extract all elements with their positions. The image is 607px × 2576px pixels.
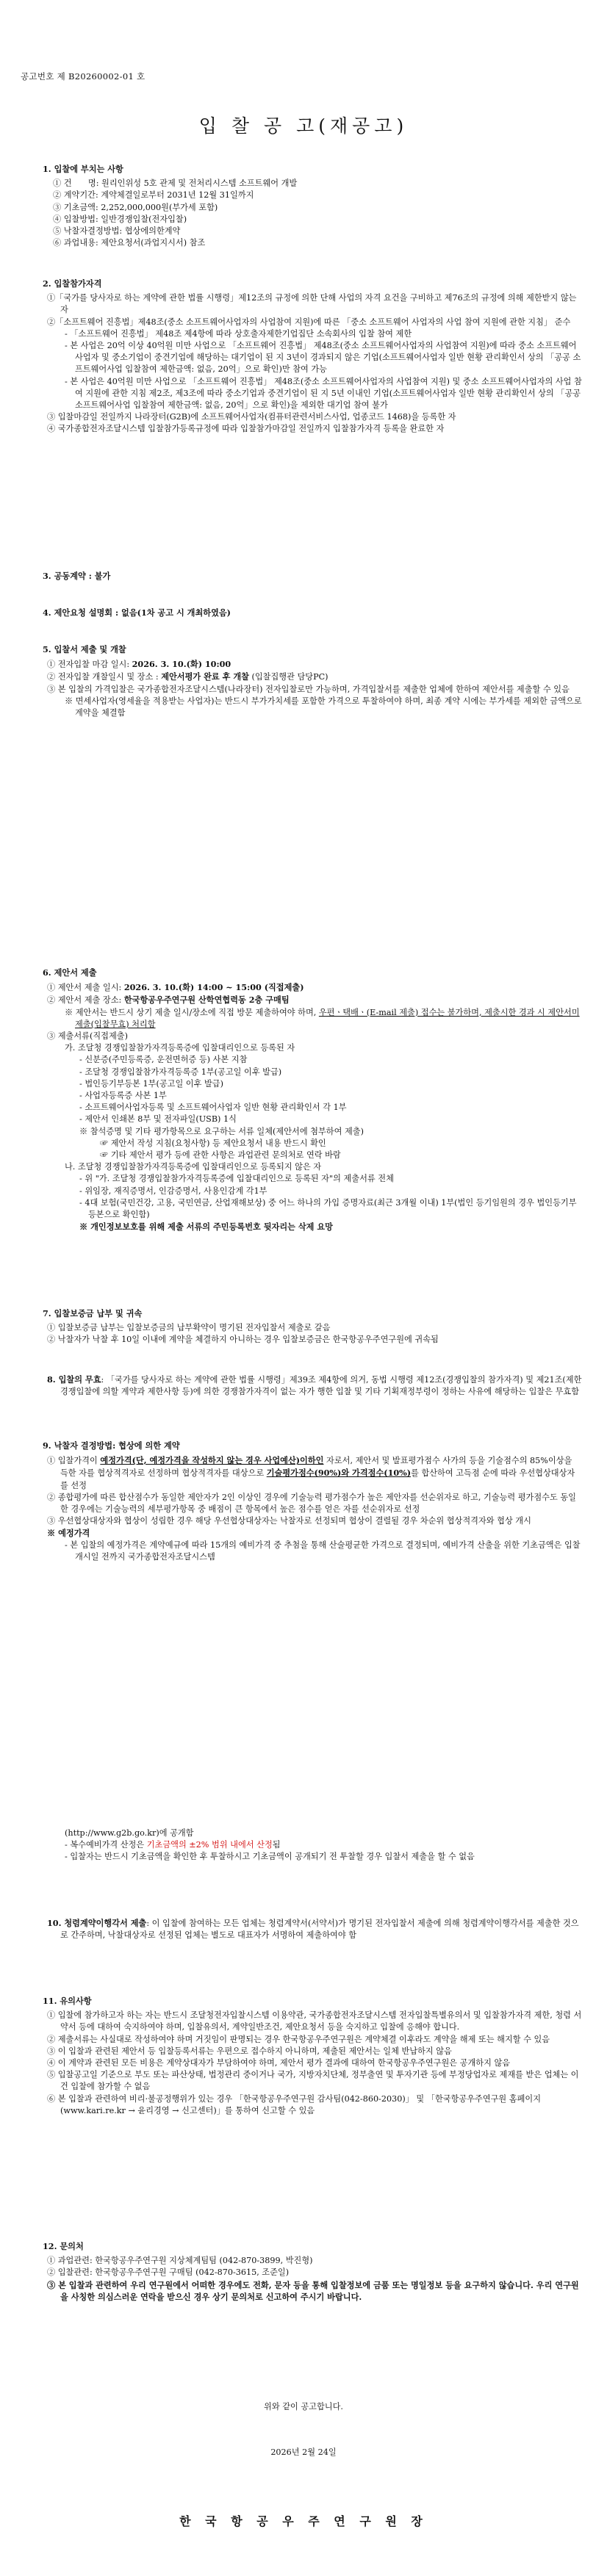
section-bid-submission (43, 643, 582, 719)
section-heading: 5. 입찰서 제출 및 개찰 (43, 644, 126, 654)
section-notes (43, 1995, 582, 2117)
price-range-text: - 복수예비가격 산정은 기초금액의 ±2% 범위 내에서 산정됨 (65, 1840, 281, 1850)
section-proposal-submission (43, 967, 582, 1233)
section-briefing (43, 607, 582, 621)
doc-note: ☞ 제안서 작성 지침(요청사항) 등 제안요청서 내용 반드시 확인 (100, 1138, 326, 1148)
integrity-text: 10. 청렴계약이행각서 제출: 이 입찰에 참여하는 모든 업체는 청렴계약서(서약서)가 명기된 전자입찰서 제출에 의해 청렴계약이행각서를 제출한 것으로 간주하며, 낙찰대상자로 선정된 업체는 별도로 대표자가 서명하여 제출하여야 함 (47, 1918, 579, 1941)
section-heading: 4. 제안요청 설명회 : 없음(1차 공고 시 개최하였음) (43, 607, 231, 618)
note-item: ⑤ 입찰공고일 기준으로 부도 또는 파산상태, 법정관리 중이거나 국가, 지방자치단체, 정부출연 및 투자기관 등에 부정당업자로 제재를 받은 업체는 이 건 입찰에 참가할 수 없음 (47, 2070, 579, 2092)
item-scope: ⑥ 과업내용: 제안요청서(과업지시서) 참조 (53, 238, 206, 248)
proposal-datetime: ① 제안서 제출 일시: 2026. 3. 10.(화) 14:00 ~ 15:00 (직접제출) (47, 982, 304, 993)
contact-item: ① 과업관련: 한국항공우주연구원 지상체계팀팀 (042-870-3899, 박진형) (47, 2256, 313, 2266)
note-item: ① 입찰에 참가하고자 하는 자는 반드시 조달청전자입찰시스템 이용약관, 국가종합전자조달시스템 전자입찰특별유의서 및 입찰참가자격 제한, 청렴 서약서 등에 대하여 숙지하여야 하며, 입찰유의서, 계약일반조건, 제안요청서 등을 숙지하고 입찰에 응해야 합니다. (47, 2010, 582, 2032)
doc-item: - 소프트웨어사업자등록 및 소프트웨어사업자 일반 현황 관리확인서 각 1부 (79, 1103, 347, 1113)
institution-name: 한 국 항 공 우 주 연 구 원 장 (179, 2514, 428, 2528)
doc-item: - 위임장, 재직증명서, 인감증명서, 사용인감계 각1부 (79, 1186, 267, 1196)
section-invalid-bid (43, 1374, 582, 1398)
section-heading: 9. 낙찰자 결정방법: 협상에 의한 계약 (43, 1440, 180, 1451)
doc-note: ※ 참석증명 및 기타 평가항목으로 요구하는 서류 일체(제안서에 첨부하여 제출) (79, 1126, 364, 1136)
doc-item: - 조달청 경쟁입찰참가자격등록증 1부(공고일 이후 발급) (79, 1067, 282, 1077)
contact-item: ② 입찰관련: 한국항공우주연구원 구매팀 (042-870-3615, 조준일) (47, 2267, 290, 2278)
section-integrity-pledge (43, 1917, 582, 1941)
item-base-amount: ③ 기초금액: 2,252,000,000원(부가세 포함) (53, 202, 218, 212)
bid-method-note: ③ 본 입찰의 가격입찰은 국가종합전자조달시스템(나라장터) 전자입찰로만 가능하며, 가격입찰서를 제출한 업체에 한하여 제안서를 제출할 수 있음 (47, 684, 570, 694)
page-title: 입 찰 공 고(재공고) (198, 115, 409, 137)
section-heading: 6. 제안서 제출 (43, 967, 97, 978)
doc-item: - 법인등기부등본 1부(공고일 이후 발급) (79, 1078, 223, 1089)
eligibility-detail: - 본 사업은 20억 이상 40억원 미만 사업으로 「소프트웨어 진흥법」 제48조(중소 소프트웨어사업자의 사업참여 지원)에 따라 중소 소프트웨어사업자 및 중소기업이 중견기업에 해당하는 대기업이 된 지 3년이 경과되지 않은 기업(소프트웨어사업자 일반 현황 관리확인서 상의 「공공 소프트웨어사업 입찰참여 제한금액: 없음, 20억」으로 확인)만 참여 가능 (65, 341, 581, 375)
fraud-warning: ③ 본 입찰과 관련하여 우리 연구원에서 어떠한 경우에도 전화, 문자 등을 통해 입찰정보에 금품 또는 명일정보 등을 요구하지 않습니다. 우리 연구원을 사칭한 의심스러운 연락을 받으신 경우 상기 문의처로 신고하여 주시기 바랍니다. (47, 2279, 579, 2302)
bid-opening: ② 전자입찰 개찰일시 및 장소 : 제안서평가 완료 후 개찰 (입찰집행관 담당PC) (47, 671, 328, 682)
item-award-method: ⑤ 낙찰자결정방법: 협상에의한계약 (53, 226, 181, 237)
doc-item: - 위 "가. 조달청 경쟁입찰참가자격등록증에 입찰대리인으로 등록된 자"의 제출서류 전체 (79, 1174, 394, 1184)
notice-date: 2026년 2월 24일 (270, 2447, 337, 2457)
section-eligibility (43, 278, 582, 436)
section-heading: 2. 입찰참가자격 (43, 278, 102, 289)
estimated-price-text: - 본 입찰의 예정가격은 계약예규에 따라 15개의 예비가격 중 추첨을 통해 산술평균한 가격으로 결정되며, 예비가격 산출을 위한 기초금액은 입찰개시일 전까지 국가종합전자조달시스템 (65, 1540, 581, 1562)
closing-text: 위와 같이 공고합니다. (264, 2402, 343, 2411)
bidder-check-text: - 입찰자는 반드시 기초금액을 확인한 후 투찰하시고 기초금액이 공개되기 전 투찰할 경우 입찰서 제출을 할 수 없음 (65, 1852, 475, 1862)
notice-number: 공고번호 제 B20260002-01 호 (21, 71, 146, 82)
bond-item: ② 낙찰자가 낙찰 후 10일 이내에 계약을 체결하지 아니하는 경우 입찰보증금은 한국항공우주연구원에 귀속됨 (47, 1335, 439, 1345)
award-item: ① 입찰가격이 예정가격(단, 예정가격을 작성하지 않는 경우 사업예산)이하인 자로서, 제안서 및 발표평가점수 사가의 등을 기술점수의 85%이상을 득한 자를 협상적격자로 선정하며 협상적격자를 대상으로 기술평가점수(90%)와 가격점수(10%)를 합산하여 고득점 순에 따라 우선협상대상자를 선정 (47, 1455, 575, 1490)
doc-item: - 제안서 인쇄본 8부 및 전자파일(USB) 1식 (79, 1114, 237, 1125)
g2b-link-text: (http://www.g2b.go.kr)에 공개함 (65, 1828, 194, 1838)
item-period: ② 계약기간: 계약체결일로부터 2031년 12월 31일까지 (53, 190, 254, 201)
doc-item: - 사업자등록증 사본 1부 (79, 1091, 167, 1101)
section-award (43, 1440, 582, 1563)
item-name: ① 건 명: 원리인위성 5호 관제 및 전처리시스템 소프트웨어 개발 (53, 178, 298, 189)
section-bid-items (43, 163, 582, 249)
eligibility-item: ③ 입찰마감일 전일까지 나라장터(G2B)에 소프트웨어사업자(컴퓨터관련서비스사업, 업종코드 1468)을 등록한 자 (47, 412, 456, 422)
section-heading: 3. 공동계약 : 불가 (43, 571, 111, 581)
doc-note: ☞ 기타 제안서 평가 등에 관한 사항은 과업관련 문의처로 연락 바람 (100, 1150, 341, 1161)
eligibility-detail: - 본 사업은 40억원 미만 사업으로 「소프트웨어 진흥법」 제48조(중소 소프트웨어사업자의 사업참여 지원) 및 중소 소프트웨어사업자의 사업 참여 지원에 관한 지침 제2조, 제3조에 따라 중소기업과 중견기업이 된 지 5년 이내인 기업(소프트웨어사업자 일반 현황 관리확인서 상의 「공공 소프트웨어사업 입찰참여 제한금액: 없음, 20억」으로 확인)을 제외한 대기업 참여 불가 (65, 376, 582, 411)
section-heading: 7. 입찰보증금 납부 및 귀속 (43, 1308, 143, 1318)
bid-deadline: ① 전자입찰 마감 일시: 2026. 3. 10.(화) 10:00 (47, 659, 231, 670)
eligibility-item: ④ 국가종합전자조달시스템 입찰참가등록규정에 따라 입찰참가마감일 전일까지 입찰참가자격 등록을 완료한 자 (47, 424, 445, 434)
proposal-note: ※ 제안서는 반드시 상기 제출 일시/장소에 직접 방문 제출하여야 하며, 우편ㆍ택배ㆍ(E-mail 제출) 접수는 불가하며, 제출시한 경과 시 제안서미제출(입찰무효) 처리함 (65, 1007, 580, 1029)
eligibility-detail: - 「소프트웨어 진흥법」 제48조 제4항에 따라 상호출자제한기업집단 소속회사의 입찰 참여 제한 (65, 328, 412, 339)
tax-note: ※ 면세사업자(영세율을 적용받는 사업자)는 반드시 부가가치세를 포함한 가격으로 투찰하여야 하며, 최종 계약 시에는 부가세를 제외한 금액으로 계약을 체결함 (65, 696, 582, 718)
award-item: ③ 우선협상대상자와 협상이 성립한 경우 해당 우선협상대상자는 낙찰자로 선정되며 협상이 결렬될 경우 차순위 협상적격자와 협상 개시 (47, 1516, 531, 1526)
section-heading: 11. 유의사항 (43, 1996, 92, 2006)
docs-group-b: 나. 조달청 경쟁입찰참가자격등록증에 입찰대리인으로 등록되지 않은 자 (65, 1162, 322, 1172)
section-bid-bond (43, 1307, 582, 1346)
bond-item: ① 입찰보증금 납부는 입찰보증금의 납부확약이 명기된 전자입찰서 제출로 갈음 (47, 1323, 331, 1333)
privacy-note: ※ 개인정보보호를 위해 제출 서류의 주민등록번호 뒷자리는 삭제 요망 (79, 1222, 333, 1233)
award-item: ② 종합평가에 따른 합산점수가 동일한 제안자가 2인 이상인 경우에 기술능력 평가점수가 높은 제안자를 선순위자로 하고, 기술능력 평가점수도 동일한 경우에는 기술능력의 세부평가항목 중 배점이 큰 항목에서 높은 점수를 얻은 자를 선순위자로 선정 (47, 1492, 576, 1515)
docs-heading: ③ 제출서류(직접제출) (47, 1031, 128, 1042)
note-item: ③ 이 입찰과 관련된 제안서 등 입찰등록서류는 우편으로 접수하지 아니하며, 제출된 제안서는 일체 반납하지 않음 (47, 2046, 452, 2056)
section-heading: 12. 문의처 (43, 2241, 84, 2251)
item-bid-method: ④ 입찰방법: 일반경쟁입찰(전자입찰) (53, 214, 187, 224)
eligibility-item: ①「국가를 당사자로 하는 계약에 관한 법률 시행령」제12조의 규정에 의한 단해 사업의 자격 요건을 구비하고 제76조의 규정에 의해 제한받지 않는 자 (47, 293, 577, 315)
eligibility-item: ②「소프트웨어 진흥법」제48조(중소 소프트웨어사업자의 사업참여 지원)에 따른 「중소 소프트웨어 사업자의 사업 참여 지원에 관한 지침」 준수 (47, 317, 571, 327)
estimated-price-heading: ※ 예정가격 (47, 1528, 90, 1539)
section-heading: 1. 입찰에 부치는 사항 (43, 164, 123, 174)
section-award-continued (43, 1828, 582, 1864)
section-contacts (43, 2240, 582, 2303)
note-item: ② 제출서류는 사실대로 작성하여야 하며 거짓임이 판명되는 경우 한국항공우주연구원은 계약체결 이후라도 계약을 해제 또는 해지할 수 있음 (47, 2034, 550, 2044)
doc-item: - 신분증(주민등록증, 운전면허증 등) 사본 지참 (79, 1055, 248, 1065)
doc-item: - 4대 보험(국민건강, 고용, 국민연금, 산업재해보상) 중 어느 하나의 가입 증명자료(최근 3개월 이내) 1부(법인 등기임원의 경우 법인등기부등본으로 확인함) (79, 1197, 577, 1220)
section-joint-contract (43, 570, 582, 585)
invalid-bid-text: 8. 입찰의 무효: 「국가를 당사자로 하는 계약에 관한 법률 시행령」제39조 제4항에 의거, 동법 시행령 제12조(경쟁입찰의 참가자격) 및 제21조(제한경쟁입찰에 의할 계약과 제한사항 등)에 의한 경쟁참가자격이 없는 자가 행한 입찰 및 기타 기획재정부령이 정하는 사유에 해당하는 입찰은 무효함 (47, 1374, 582, 1397)
note-item: ⑥ 본 입찰과 관련하여 비리·불공정행위가 있는 경우 「한국항공우주연구원 감사팀(042-860-2030)」 및 「한국항공우주연구원 홈페이지(www.kari.re.kr → 윤리경영 → 신고센터)」를 통하여 신고할 수 있음 (47, 2093, 542, 2115)
proposal-place: ② 제안서 제출 장소: 한국항공우주연구원 산학연협력동 2층 구매팀 (47, 995, 290, 1006)
note-item: ④ 이 계약과 관련된 모든 비용은 계약상대자가 부담하여야 하며, 제안서 평가 결과에 대하여 한국항공우주연구원은 공개하지 않음 (47, 2058, 511, 2068)
docs-group-a: 가. 조달청 경쟁입찰참가자격등록증에 입찰대리인으로 등록된 자 (65, 1043, 295, 1053)
